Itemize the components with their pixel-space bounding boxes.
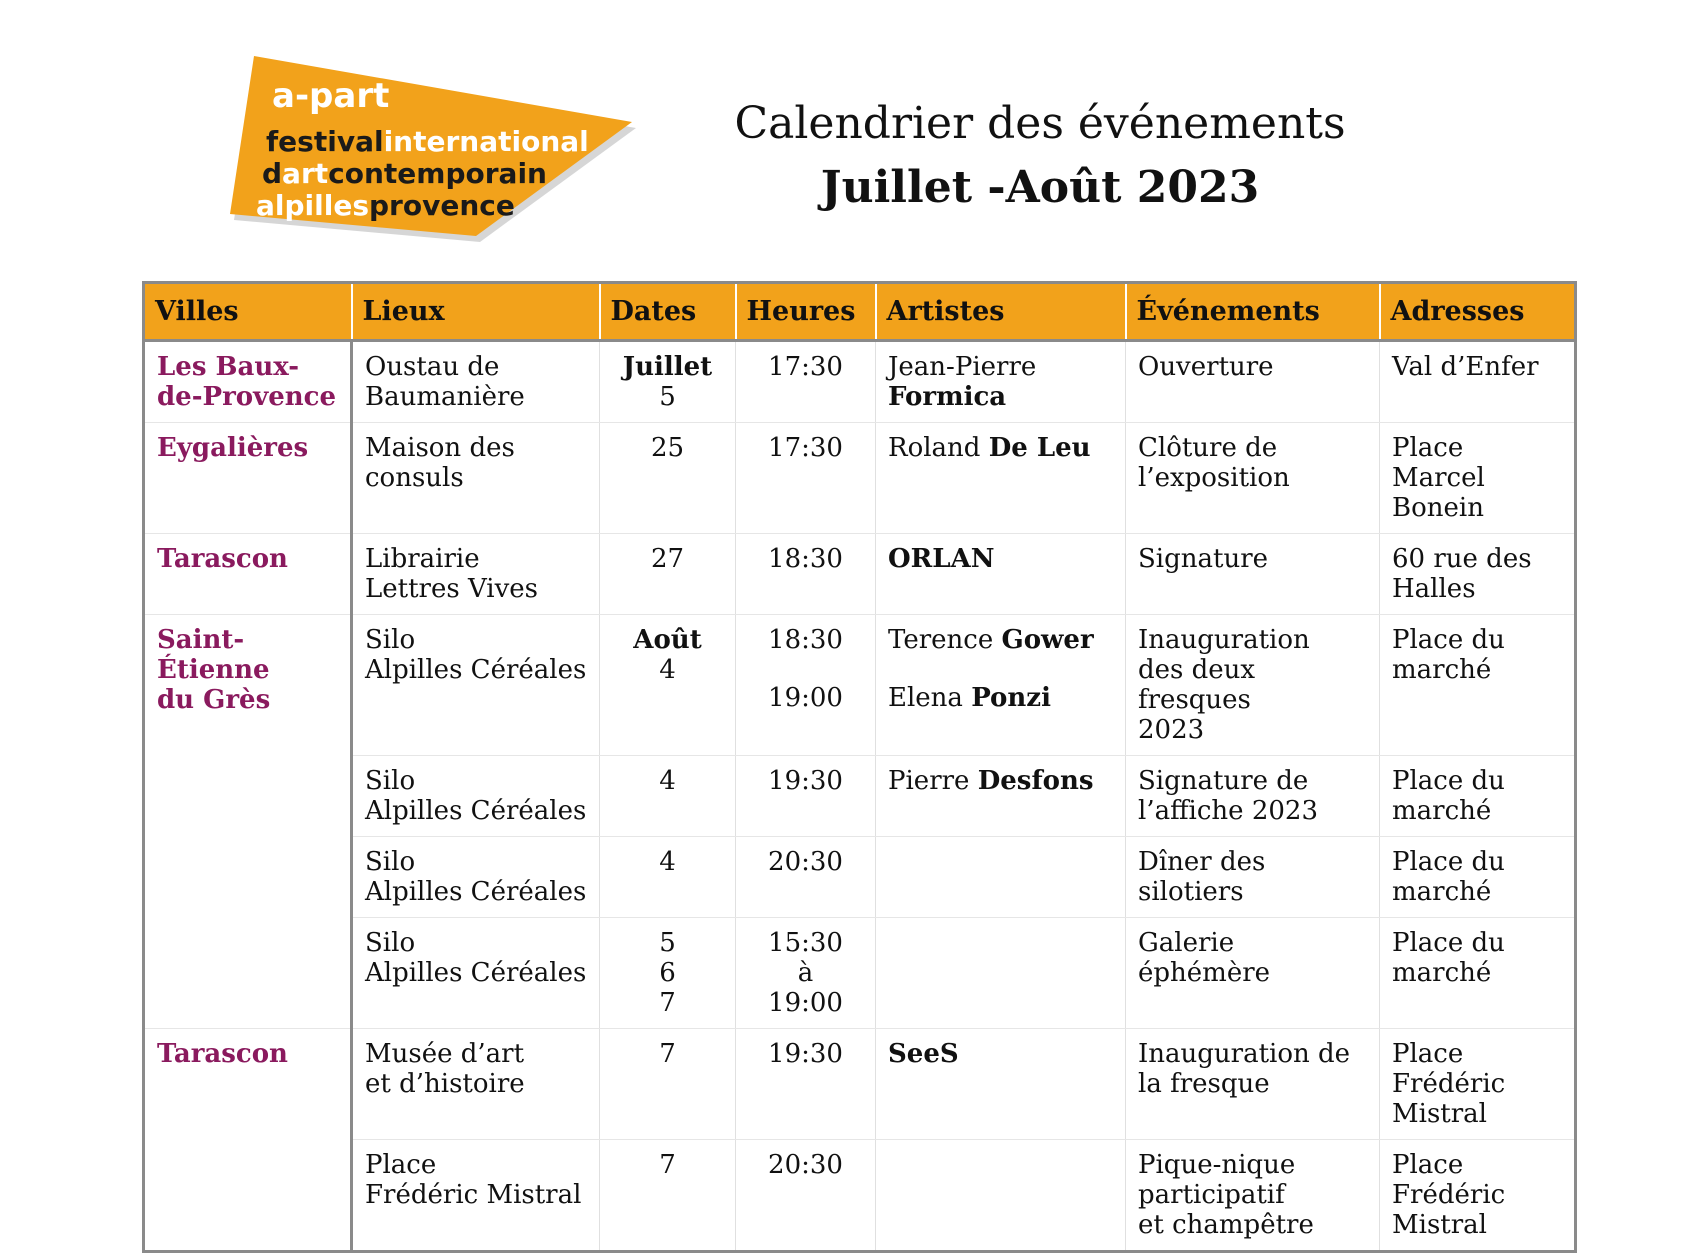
date-cell: 7	[600, 1029, 736, 1140]
address-cell: Place Marcel Bonein	[1380, 423, 1576, 534]
lieu-cell: Place Frédéric Mistral	[352, 1140, 600, 1252]
lieu-cell: Silo Alpilles Céréales	[352, 756, 600, 837]
event-cell: Clôture de l’exposition	[1126, 423, 1380, 534]
date-cell: 5 6 7	[600, 918, 736, 1029]
artist-cell	[876, 918, 1126, 1029]
date-cell: Juillet 5	[600, 341, 736, 423]
heure-cell: 17:30	[736, 341, 876, 423]
event-cell: Inauguration des deux fresques 2023	[1126, 615, 1380, 756]
address-cell: 60 rue des Halles	[1380, 534, 1576, 615]
table-row	[144, 615, 1576, 756]
header-adresses: Adresses	[1380, 283, 1576, 341]
lieu-cell: Silo Alpilles Céréales	[352, 837, 600, 918]
heure-cell: 18:30 19:00	[736, 615, 876, 756]
artist-cell: Roland De Leu	[876, 423, 1126, 534]
table-row	[144, 837, 1576, 918]
table-row	[144, 1029, 1576, 1140]
event-cell: Pique-nique participatif et champêtre	[1126, 1140, 1380, 1252]
table-row	[144, 341, 1576, 423]
heure-cell: 18:30	[736, 534, 876, 615]
artist-cell: Pierre Desfons	[876, 756, 1126, 837]
page-title: Calendrier des événements	[734, 98, 1346, 149]
address-cell: Place du marché	[1380, 837, 1576, 918]
logo-line-3: dartcontemporain	[262, 157, 547, 190]
logo-line-4: alpillesprovence	[256, 189, 515, 222]
artist-cell: SeeS	[876, 1029, 1126, 1140]
table-row	[144, 534, 1576, 615]
artist-cell: Jean-Pierre Formica	[876, 341, 1126, 423]
lieu-cell: Silo Alpilles Céréales	[352, 918, 600, 1029]
heure-cell: 15:30 à 19:00	[736, 918, 876, 1029]
artist-cell	[876, 1140, 1126, 1252]
lieu-cell: Maison des consuls	[352, 423, 600, 534]
heure-cell: 20:30	[736, 1140, 876, 1252]
header-villes: Villes	[144, 283, 352, 341]
event-cell: Dîner des silotiers	[1126, 837, 1380, 918]
table-header-row	[144, 283, 1576, 341]
event-cell: Signature de l’affiche 2023	[1126, 756, 1380, 837]
event-cell: Signature	[1126, 534, 1380, 615]
ville-cell: Les Baux- de-Provence	[144, 341, 352, 423]
heure-cell: 19:30	[736, 1029, 876, 1140]
date-cell: 4	[600, 837, 736, 918]
address-cell: Place du marché	[1380, 756, 1576, 837]
table-row	[144, 423, 1576, 534]
ville-cell: Tarascon	[144, 534, 352, 615]
page-subtitle: Juillet -Août 2023	[820, 162, 1260, 213]
date-cell: Août 4	[600, 615, 736, 756]
festival-logo	[228, 52, 648, 252]
table-row	[144, 756, 1576, 837]
ville-cell: Tarascon	[144, 1029, 352, 1252]
ville-cell: Eygalières	[144, 423, 352, 534]
lieu-cell: Silo Alpilles Céréales	[352, 615, 600, 756]
address-cell: Place du marché	[1380, 918, 1576, 1029]
events-table	[142, 281, 1577, 1253]
header-heures: Heures	[736, 283, 876, 341]
lieu-cell: Librairie Lettres Vives	[352, 534, 600, 615]
header-dates: Dates	[600, 283, 736, 341]
address-cell: Place du marché	[1380, 615, 1576, 756]
table-row	[144, 1140, 1576, 1252]
logo-line-2: festivalinternational	[266, 125, 589, 158]
address-cell: Place Frédéric Mistral	[1380, 1029, 1576, 1140]
logo-line-1: a-part	[272, 76, 390, 116]
address-cell: Val d’Enfer	[1380, 341, 1576, 423]
artist-cell: Terence Gower Elena Ponzi	[876, 615, 1126, 756]
header-lieux: Lieux	[352, 283, 600, 341]
heure-cell: 19:30	[736, 756, 876, 837]
table-row	[144, 918, 1576, 1029]
lieu-cell: Musée d’art et d’histoire	[352, 1029, 600, 1140]
event-cell: Galerie éphémère	[1126, 918, 1380, 1029]
date-cell: 4	[600, 756, 736, 837]
date-cell: 25	[600, 423, 736, 534]
ville-cell: Saint- Étienne du Grès	[144, 615, 352, 1029]
artist-cell: ORLAN	[876, 534, 1126, 615]
date-cell: 7	[600, 1140, 736, 1252]
heure-cell: 20:30	[736, 837, 876, 918]
event-cell: Ouverture	[1126, 341, 1380, 423]
date-cell: 27	[600, 534, 736, 615]
header-evenements: Événements	[1126, 283, 1380, 341]
lieu-cell: Oustau de Baumanière	[352, 341, 600, 423]
event-cell: Inauguration de la fresque	[1126, 1029, 1380, 1140]
artist-cell	[876, 837, 1126, 918]
header-artistes: Artistes	[876, 283, 1126, 341]
heure-cell: 17:30	[736, 423, 876, 534]
address-cell: Place Frédéric Mistral	[1380, 1140, 1576, 1252]
